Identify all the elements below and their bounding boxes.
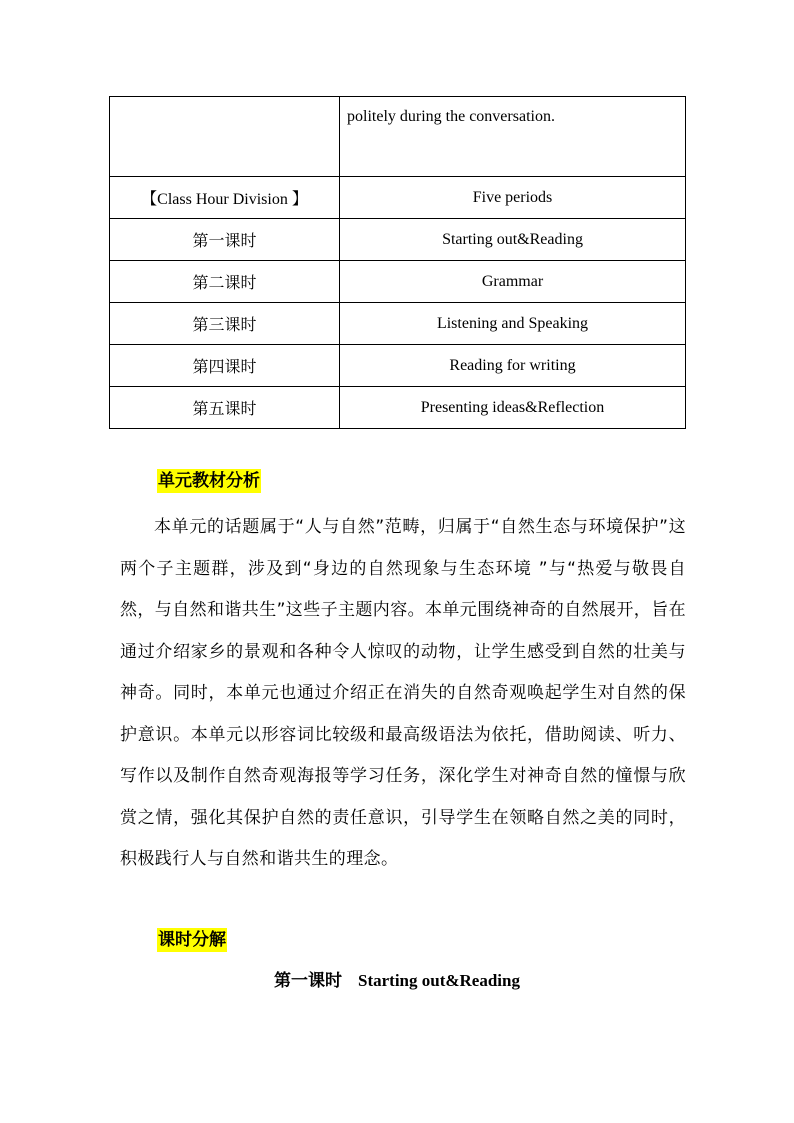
table-row (110, 387, 686, 429)
class-hour-division-label: 【Class Hour Division 】 (110, 177, 340, 219)
lesson-title-cn: 第一课时 (274, 971, 342, 991)
period-content: Listening and Speaking (340, 303, 686, 345)
period-content: Starting out&Reading (340, 219, 686, 261)
table-row (110, 97, 686, 177)
class-hour-division-value: Five periods (340, 177, 686, 219)
period-content: Reading for writing (340, 345, 686, 387)
period-label: 第二课时 (110, 261, 340, 303)
unit-analysis-paragraph: 本单元的话题属于“人与自然”范畴，归属于“自然生态与环境保护”这两个子主题群，涉及到“身边的自然现象与生态环境 ”与“热爱与敬畏自然，与自然和谐共生”这些子主题内容。本单元围绕神奇的自然展开，旨在通过介绍家乡的景观和各种令人惊叹的动物，让学生感受到自然的壮美与神奇。同时，本单元也通过介绍正在消失的自然奇观唤起学生对自然的保护意识。本单元以形容词比较级和最高级语法为依托，借助阅读、听力、写作以及制作自然奇观海报等学习任务，深化学生对神奇自然的憧憬与欣赏之情，强化其保护自然的责任意识，引导学生在领略自然之美的同时，积极践行人与自然和谐共生的理念。 (120, 517, 687, 869)
table-row (110, 345, 686, 387)
lesson-title-en: Starting out&Reading (358, 971, 520, 990)
table-row (110, 303, 686, 345)
period-label: 第五课时 (110, 387, 340, 429)
table-cell-empty (110, 97, 340, 177)
period-label: 第一课时 (110, 219, 340, 261)
period-content: Presenting ideas&Reflection (340, 387, 686, 429)
section-heading-unit-analysis: 单元教材分析 (158, 471, 260, 491)
period-label: 第四课时 (110, 345, 340, 387)
table-row (110, 219, 686, 261)
period-label: 第三课时 (110, 303, 340, 345)
table-row (110, 261, 686, 303)
lesson-title (0, 969, 794, 993)
period-content: Grammar (340, 261, 686, 303)
class-hour-table (109, 96, 686, 429)
table-cell-continued-text: politely during the conversation. (340, 97, 686, 177)
section-heading-lesson-breakdown: 课时分解 (158, 930, 226, 950)
table-row-header (110, 177, 686, 219)
